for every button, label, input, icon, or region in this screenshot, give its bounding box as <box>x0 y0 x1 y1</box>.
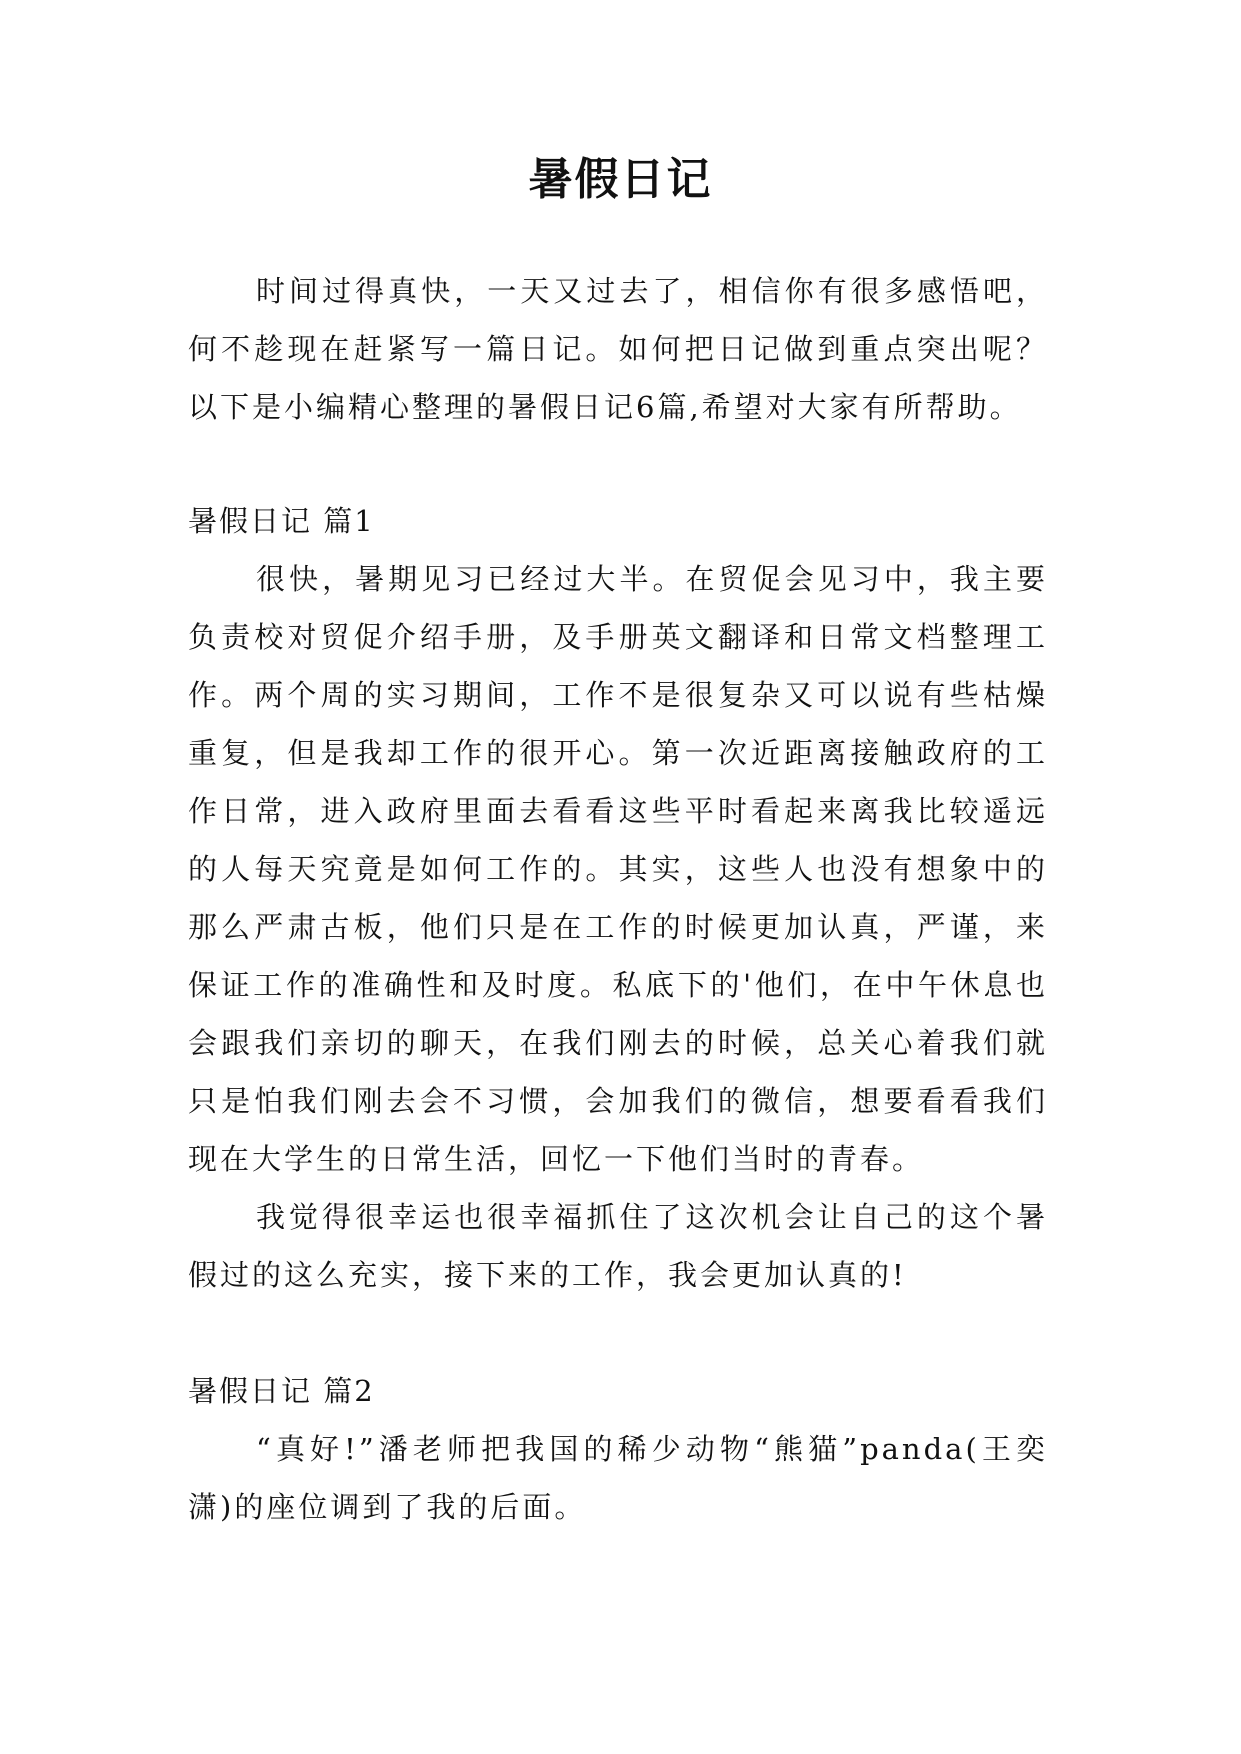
section-paragraph: 我觉得很幸运也很幸福抓住了这次机会让自己的这个暑假过的这么充实，接下来的工作，我会更加认真的! <box>188 1200 1048 1292</box>
section-heading: 暑假日记 篇1 <box>188 504 375 538</box>
section-1 <box>188 492 1048 1304</box>
section-heading: 暑假日记 篇2 <box>188 1374 375 1408</box>
spacer <box>188 1304 1048 1362</box>
document-body <box>188 262 1048 1536</box>
document-title: 暑假日记 <box>528 154 713 205</box>
section-2 <box>188 1362 1048 1536</box>
section-paragraph: “真好!”潘老师把我国的稀少动物“熊猫”panda(王奕潇)的座位调到了我的后面。 <box>188 1432 1048 1524</box>
intro-paragraph: 时间过得真快，一天又过去了，相信你有很多感悟吧，何不趁现在赶紧写一篇日记。如何把日记做到重点突出呢？以下是小编精心整理的暑假日记6篇,希望对大家有所帮助。 <box>188 274 1048 424</box>
section-paragraph: 很快，暑期见习已经过大半。在贸促会见习中，我主要负责校对贸促介绍手册，及手册英文翻译和日常文档整理工作。两个周的实习期间，工作不是很复杂又可以说有些枯燥重复，但是我却工作的很开心。第一次近距离接触政府的工作日常，进入政府里面去看看这些平时看起来离我比较遥远的人每天究竟是如何工作的。其实，这些人也没有想象中的那么严肃古板，他们只是在工作的时候更加认真，严谨，来保证工作的准确性和及时度。私底下的'他们，在中午休息也会跟我们亲切的聊天，在我们刚去的时候，总关心着我们就只是怕我们刚去会不习惯，会加我们的微信，想要看看我们现在大学生的日常生活，回忆一下他们当时的青春。 <box>188 562 1048 1176</box>
spacer <box>188 436 1048 492</box>
